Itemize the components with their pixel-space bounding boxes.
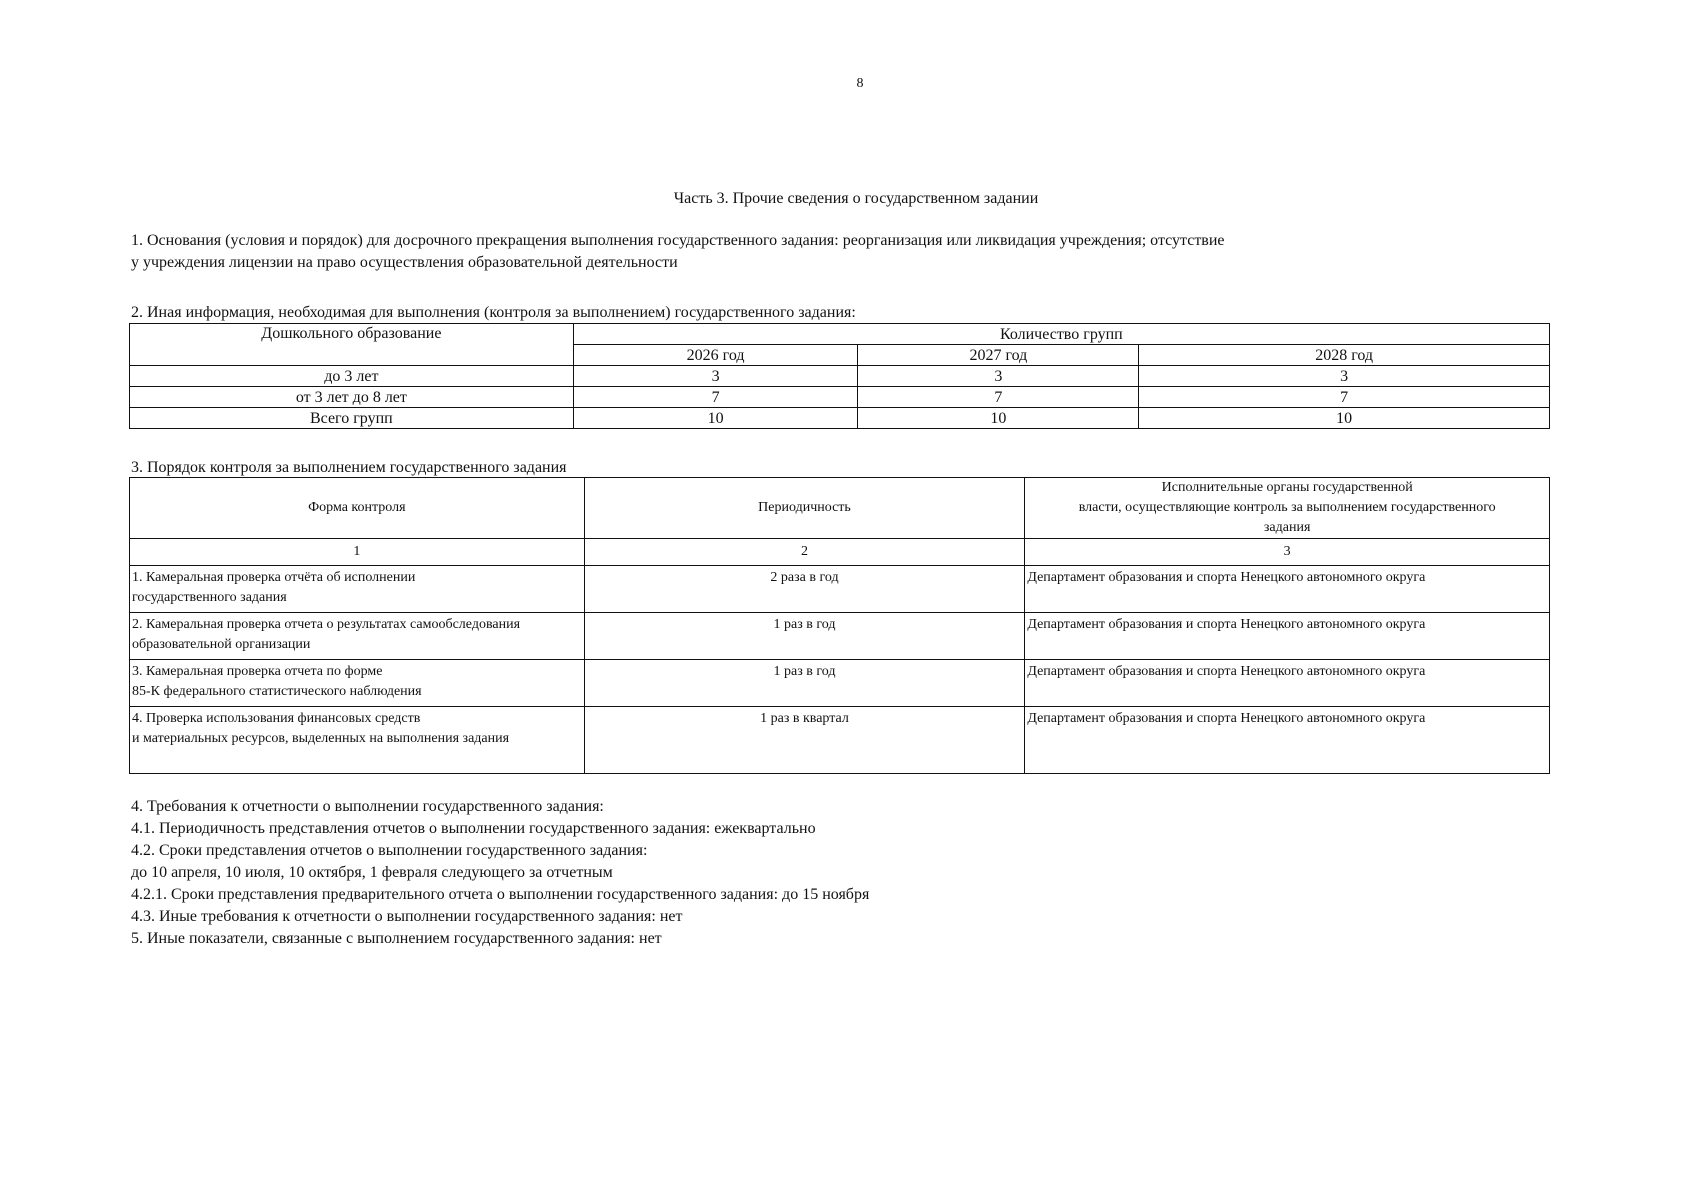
cell-value: 7	[573, 387, 858, 408]
header-line: Исполнительные органы государственной	[1161, 480, 1413, 495]
row-label: Всего групп	[130, 408, 574, 429]
control-periodicity: 1 раз в год	[584, 613, 1025, 660]
table-row	[130, 566, 1550, 613]
control-form-line: 4. Проверка использования финансовых средств	[132, 711, 421, 726]
control-table-header	[1025, 478, 1550, 539]
control-form-line: 3. Камеральная проверка отчета по форме	[132, 664, 383, 679]
section1-line: у учреждения лицензии на право осуществления образовательной деятельности	[131, 254, 678, 271]
header-line: задания	[1263, 520, 1311, 535]
table-row	[130, 660, 1550, 707]
cell-value: 10	[573, 408, 858, 429]
requirement-line: 5. Иные показатели, связанные с выполнением государственного задания: нет	[131, 930, 662, 947]
part-title: Часть 3. Прочие сведения о государственном задании	[673, 190, 1039, 207]
column-number: 1	[130, 539, 585, 566]
groups-table-group-header: Количество групп	[573, 324, 1549, 345]
table-row	[130, 408, 1550, 429]
column-number: 2	[584, 539, 1025, 566]
section4-requirements	[131, 796, 869, 950]
cell-value: 10	[1139, 408, 1550, 429]
year-header: 2027 год	[858, 345, 1139, 366]
requirement-line: 4. Требования к отчетности о выполнении государственного задания:	[131, 798, 604, 815]
control-periodicity: 2 раза в год	[584, 566, 1025, 613]
control-form-line: 85-К федерального статистического наблюдения	[132, 684, 422, 699]
groups-table	[129, 323, 1550, 429]
cell-value: 7	[858, 387, 1139, 408]
control-table	[129, 477, 1550, 774]
control-authority: Департамент образования и спорта Ненецкого автономного округа	[1025, 566, 1550, 613]
year-header: 2026 год	[573, 345, 858, 366]
control-form-line: образовательной организации	[132, 637, 311, 652]
requirement-line: 4.2.1. Сроки представления предварительного отчета о выполнении государственного задания: до 15 ноября	[131, 886, 870, 903]
row-label: от 3 лет до 8 лет	[130, 387, 574, 408]
header-line: власти, осуществляющие контроль за выполнением государственного	[1078, 500, 1496, 515]
section1-paragraph	[131, 230, 1551, 274]
control-table-header: Периодичность	[584, 478, 1025, 539]
page-number: 8	[856, 76, 864, 91]
table-row	[130, 387, 1550, 408]
column-number: 3	[1025, 539, 1550, 566]
control-periodicity: 1 раз в год	[584, 660, 1025, 707]
control-form	[130, 707, 585, 774]
control-form-line: и материальных ресурсов, выделенных на выполнения задания	[132, 731, 510, 746]
control-authority: Департамент образования и спорта Ненецкого автономного округа	[1025, 707, 1550, 774]
requirement-line: 4.1. Периодичность представления отчетов о выполнении государственного задания: ежеквартально	[131, 820, 816, 837]
control-table-header: Форма контроля	[130, 478, 585, 539]
table-row	[130, 366, 1550, 387]
row-label: до 3 лет	[130, 366, 574, 387]
cell-value: 7	[1139, 387, 1550, 408]
section1-line: 1. Основания (условия и порядок) для досрочного прекращения выполнения государственного задания: реорганизация или ликвидация учреждения; отсутствие	[131, 232, 1225, 249]
requirement-line: до 10 апреля, 10 июля, 10 октября, 1 февраля следующего за отчетным	[131, 864, 613, 881]
control-form	[130, 566, 585, 613]
control-periodicity: 1 раз в квартал	[584, 707, 1025, 774]
table-row	[130, 707, 1550, 774]
control-form-line: 2. Камеральная проверка отчета о результатах самообследования	[132, 617, 521, 632]
section3-heading: 3. Порядок контроля за выполнением государственного задания	[131, 459, 567, 476]
cell-value: 3	[573, 366, 858, 387]
control-form-line: 1. Камеральная проверка отчёта об исполнении	[132, 570, 416, 585]
control-form-line: государственного задания	[132, 590, 287, 605]
table-row	[130, 613, 1550, 660]
section2-heading: 2. Иная информация, необходимая для выполнения (контроля за выполнением) государственного задания:	[131, 304, 856, 321]
control-authority: Департамент образования и спорта Ненецкого автономного округа	[1025, 613, 1550, 660]
cell-value: 10	[858, 408, 1139, 429]
cell-value: 3	[1139, 366, 1550, 387]
cell-value: 3	[858, 366, 1139, 387]
control-form	[130, 613, 585, 660]
year-header: 2028 год	[1139, 345, 1550, 366]
requirement-line: 4.3. Иные требования к отчетности о выполнении государственного задания: нет	[131, 908, 683, 925]
groups-table-col1-header: Дошкольного образование	[130, 324, 574, 366]
requirement-line: 4.2. Сроки представления отчетов о выполнении государственного задания:	[131, 842, 648, 859]
control-form	[130, 660, 585, 707]
control-authority: Департамент образования и спорта Ненецкого автономного округа	[1025, 660, 1550, 707]
